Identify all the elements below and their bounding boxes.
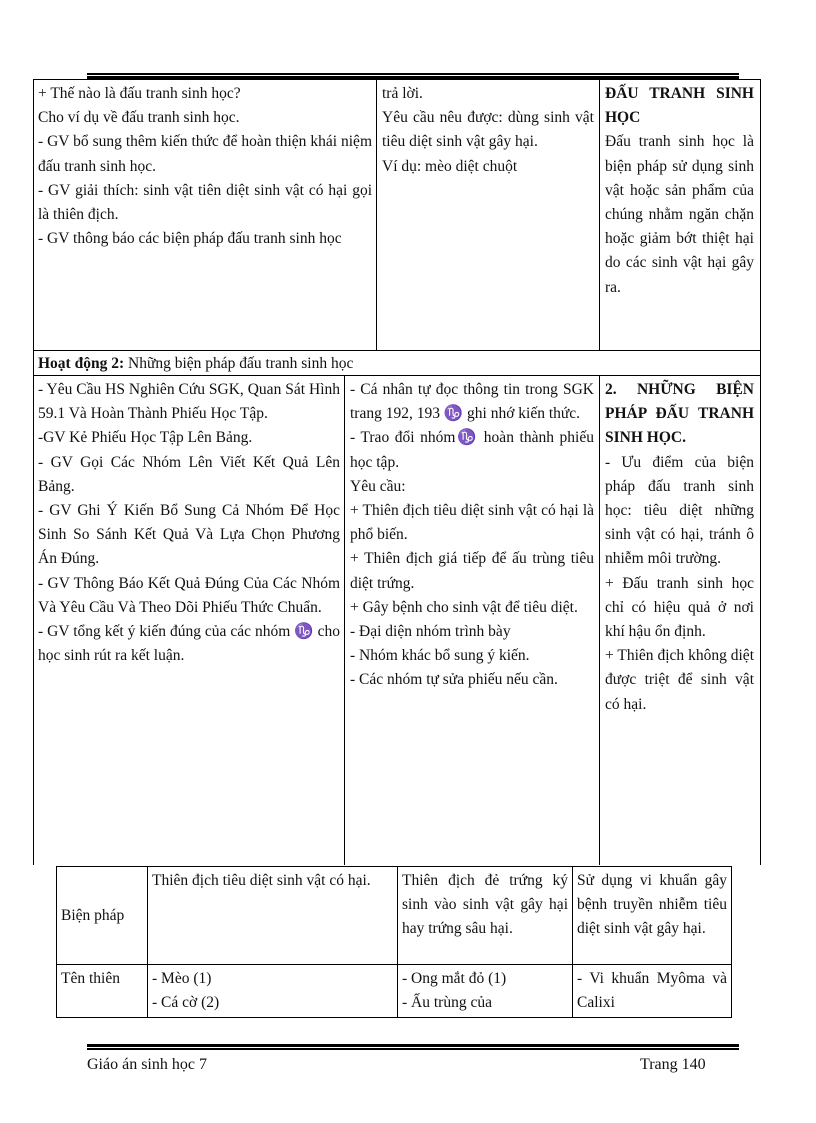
student-activity-line: trả lời. [382, 85, 423, 102]
table-divider-1 [376, 79, 377, 350]
content-body-line: + Thiên địch không diệt được triệt để sinh vật có hại. [605, 647, 754, 713]
activity-title: Những biện pháp đấu tranh sinh học [124, 355, 354, 372]
content-body-line: + Đấu tranh sinh học chỉ có hiệu quả ở nơi khí hậu ổn định. [605, 574, 754, 641]
teacher-activity-line: - GV bổ sung thêm kiến thức để hoàn thiện khái niệm đấu tranh sinh học. [38, 133, 372, 175]
student-activity-line: - Nhóm khác bổ sung ý kiến. [350, 647, 530, 665]
worksheet-header-text: Thiên địch đẻ trứng ký sinh vào sinh vật gây hại hay trứng sâu hại. [402, 872, 568, 937]
worksheet-cell [148, 965, 398, 1018]
content-heading: ĐẤU TRANH SINH HỌC [605, 85, 754, 127]
student-activity-line: + Thiên địch tiêu diệt sinh vật có hại là phổ biến. [350, 502, 594, 544]
table-divider-4 [599, 375, 600, 865]
teacher-activity-line: - Yêu Cầu HS Nghiên Cứu SGK, Quan Sát Hình 59.1 Và Hoàn Thành Phiếu Học Tập. [38, 381, 340, 423]
worksheet-header-cell [573, 867, 732, 965]
content-cell-2 [605, 378, 754, 863]
worksheet-row-label [57, 965, 148, 1018]
teacher-activity-line: - GV giải thích: sinh vật tiên diệt sinh vật có hại gọi là thiên địch. [38, 181, 372, 224]
content-heading: 2. NHỮNG BIỆN PHÁP ĐẤU TRANH SINH HỌC. [605, 381, 754, 447]
worksheet-header-text: Thiên địch tiêu diệt sinh vật có hại. [152, 872, 371, 889]
footer-page-number: Trang 140 [640, 1056, 706, 1073]
worksheet-cell [573, 965, 732, 1018]
student-activity-cell-2 [350, 378, 594, 863]
worksheet-table [56, 866, 732, 1018]
student-activity-cell-1 [382, 82, 594, 348]
teacher-activity-cell-2 [38, 378, 340, 863]
worksheet-row [57, 965, 732, 1018]
content-body-line: - Ưu điểm của biện pháp đấu tranh sinh học: tiêu diệt những sinh vật có hại, tránh ô nhiễm môi trường. [605, 453, 754, 568]
worksheet-cell-line: - Cá cờ (2) [152, 994, 220, 1011]
teacher-activity-line: -GV Kẻ Phiếu Học Tập Lên Bảng. [38, 429, 253, 447]
student-activity-line: Yêu cầu nêu được: dùng sinh vật tiêu diệt sinh vật gây hại. [382, 109, 594, 151]
worksheet-header-cell [57, 867, 148, 965]
table-border-left [33, 79, 34, 865]
worksheet-header-row [57, 867, 732, 965]
worksheet-header-cell [148, 867, 398, 965]
teacher-activity-line: Cho ví dụ về đấu tranh sinh học. [38, 109, 240, 127]
table-row-divider [33, 350, 760, 351]
worksheet-header-text: Biện pháp [61, 906, 125, 924]
student-activity-line: - Đại diện nhóm trình bày [350, 623, 511, 641]
student-activity-line: - Các nhóm tự sửa phiếu nếu cần. [350, 671, 558, 689]
table-row-divider-2 [33, 375, 760, 376]
student-activity-line: + Gây bệnh cho sinh vật để tiêu diệt. [350, 598, 578, 616]
teacher-activity-line: - GV Thông Báo Kết Quả Đúng Của Các Nhóm Và Yêu Cầu Và Theo Dõi Phiếu Thức Chuẩn. [38, 574, 340, 616]
student-activity-line: Yêu cầu: [350, 477, 406, 495]
teacher-activity-line: - GV thông báo các biện pháp đấu tranh sinh học [38, 230, 342, 248]
worksheet-row-label-text: Tên thiên [61, 970, 120, 987]
teacher-activity-line: - GV Gọi Các Nhóm Lên Viết Kết Quả Lên Bảng. [38, 453, 340, 495]
content-body: Đấu tranh sinh học là biện pháp sử dụng sinh vật hoặc sản phẩm của chúng nhằm ngăn chặn hoặc giảm bớt thiệt hại do các sinh vật hại gây ra. [605, 133, 754, 296]
activity-label: Hoạt động 2: [38, 355, 125, 372]
header-rule [87, 73, 739, 75]
worksheet-cell [398, 965, 573, 1018]
footer-rule [87, 1048, 739, 1050]
worksheet-cell-line: - Vi khuẩn Myôma và Calixi [577, 970, 727, 1011]
table-border-right [760, 79, 761, 865]
table-divider-2 [599, 79, 600, 350]
worksheet-cell-line: - Ấu trùng của [402, 994, 492, 1011]
worksheet-cell-line: - Mèo (1) [152, 970, 212, 987]
student-activity-line: - Cá nhân tự đọc thông tin trong SGK trang 192, 193 ♑ ghi nhớ kiến thức. [350, 381, 594, 423]
table-border-top [33, 79, 760, 80]
activity-2-title [38, 352, 738, 374]
footer-title: Giáo án sinh học 7 [87, 1056, 207, 1073]
student-activity-line: Ví dụ: mèo diệt chuột [382, 157, 518, 175]
student-activity-line: + Thiên địch giá tiếp để ấu trùng tiêu diệt trứng. [350, 550, 594, 592]
teacher-activity-cell-1 [38, 82, 372, 348]
teacher-activity-line: + Thế nào là đấu tranh sinh học? [38, 85, 241, 102]
worksheet-header-cell [398, 867, 573, 965]
content-cell-1 [605, 82, 754, 348]
table-divider-3 [344, 375, 345, 865]
worksheet-cell-line: - Ong mắt đỏ (1) [402, 970, 507, 987]
student-activity-line: - Trao đổi nhóm♑ hoàn thành phiếu học tập. [350, 429, 594, 471]
teacher-activity-line: - GV tổng kết ý kiến đúng của các nhóm ♑ cho học sinh rút ra kết luận. [38, 623, 340, 665]
teacher-activity-line: - GV Ghi Ý Kiến Bổ Sung Cả Nhóm Để Học Sinh So Sánh Kết Quả Và Lựa Chọn Phương Án Đúng. [38, 502, 340, 568]
worksheet-header-text: Sử dụng vi khuẩn gây bệnh truyền nhiễm tiêu diệt sinh vật gây hại. [577, 872, 727, 937]
footer-rule-thick [87, 1044, 739, 1047]
